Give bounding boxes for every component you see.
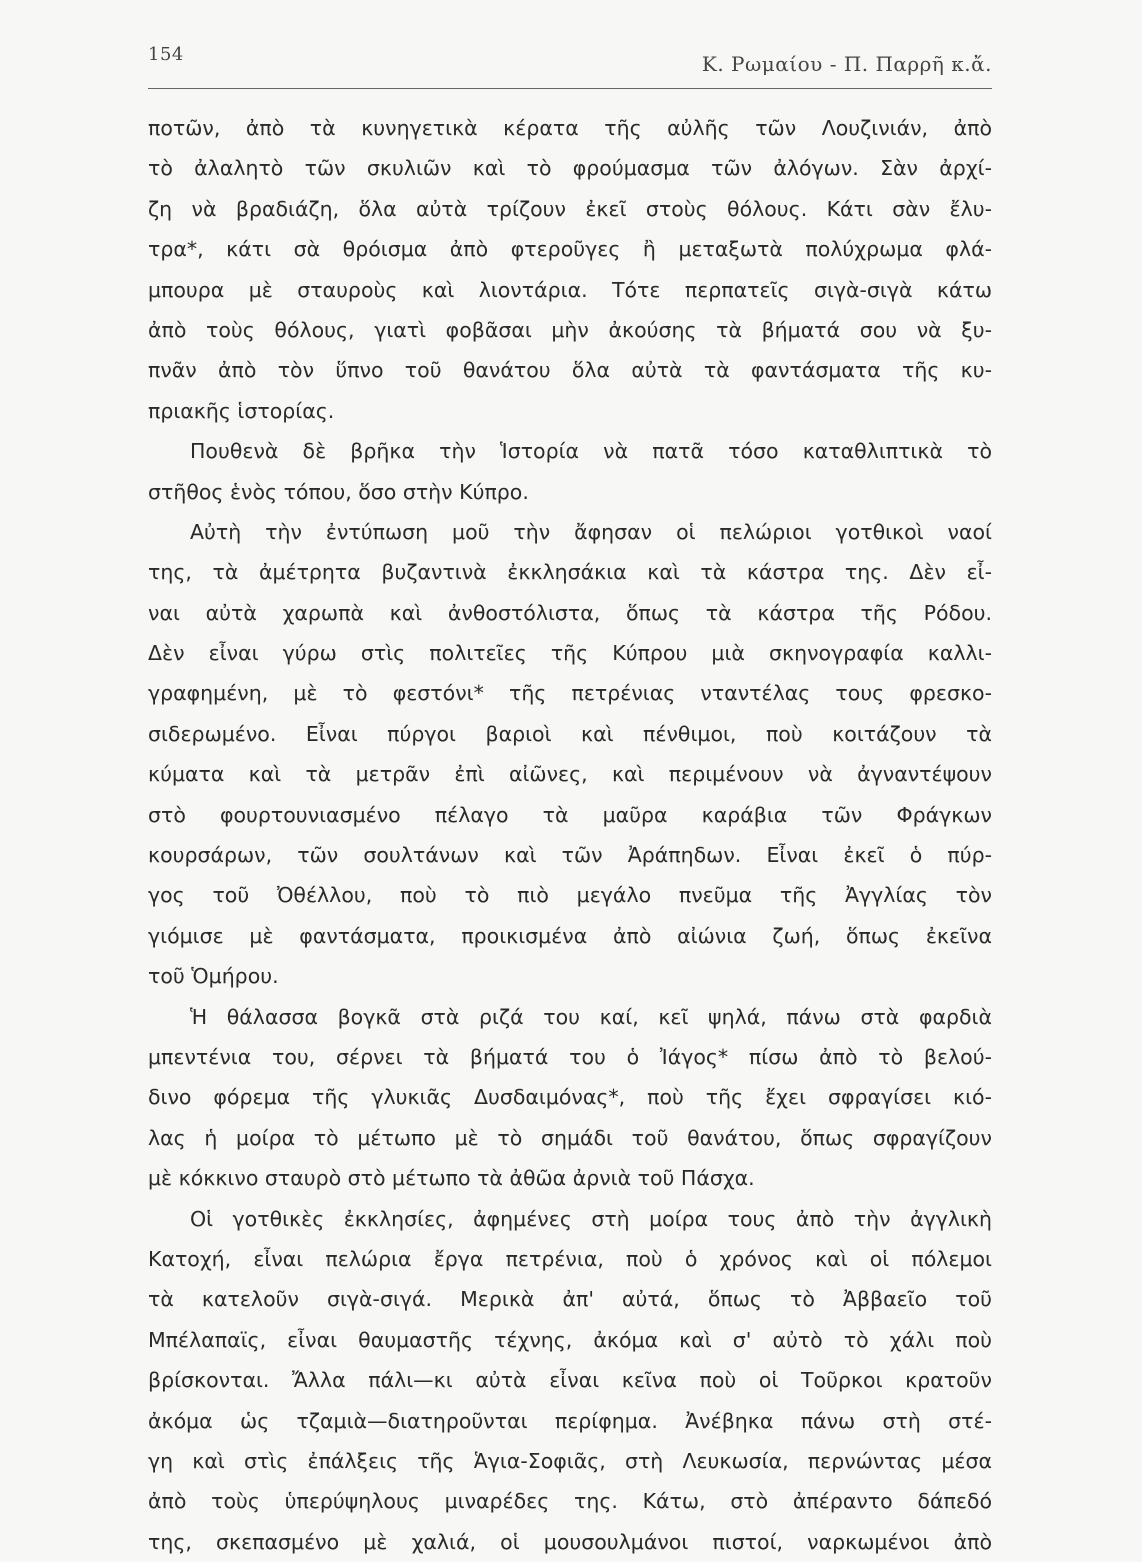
text-line: τοῦ Ὁμήρου. bbox=[148, 964, 279, 989]
text-line: ἀπὸ τοὺς ὑπερύψηλους μιναρέδες της. Κάτω, στὸ ἀπέραντο δάπεδό bbox=[148, 1489, 992, 1514]
text-line: κύματα καὶ τὰ μετρᾶν ἐπὶ αἰῶνες, καὶ περιμένουν νὰ ἀγναντέψουν bbox=[148, 762, 992, 787]
page-header bbox=[148, 44, 992, 90]
text-line: στὸ φουρτουνιασμένο πέλαγο τὰ μαῦρα καράβια τῶν Φράγκων bbox=[148, 802, 992, 827]
text-line: γος τοῦ Ὀθέλλου, ποὺ τὸ πιὸ μεγάλο πνεῦμα τῆς Ἀγγλίας τὸν bbox=[148, 883, 992, 908]
text-line: Μπέλαπαϊς, εἶναι θαυμαστῆς τέχνης, ἀκόμα καὶ σ' αὐτὸ τὸ χάλι ποὺ bbox=[148, 1327, 992, 1352]
text-line: τὰ κατελοῦν σιγὰ-σιγά. Μερικὰ ἀπ' αὐτά, ὅπως τὸ Ἀββαεῖο τοῦ bbox=[148, 1287, 992, 1312]
running-head: Κ. Ρωμαίου - Π. Παρρῆ κ.ἄ. bbox=[701, 52, 992, 76]
text-line: στῆθος ἑνὸς τόπου, ὅσο στὴν Κύπρο. bbox=[148, 479, 529, 504]
text-line: μπουρα μὲ σταυροὺς καὶ λιοντάρια. Τότε περπατεῖς σιγὰ-σιγὰ κάτω bbox=[148, 277, 992, 302]
text-line: πριακῆς ἱστορίας. bbox=[148, 398, 335, 423]
text-line: ἀκόμα ὡς τζαμιὰ—διατηροῦνται περίφημα. Ἀνέβηκα πάνω στὴ στέ- bbox=[148, 1408, 992, 1433]
text-line: γραφημένη, μὲ τὸ φεστόνι* τῆς πετρένιας νταντέλας τους φρεσκο- bbox=[148, 681, 992, 706]
body-text bbox=[148, 108, 992, 1562]
text-line: Αὐτὴ τὴν ἐντύπωση μοῦ τὴν ἄφησαν οἱ πελώριοι γοτθικοὶ ναοί bbox=[190, 519, 992, 544]
text-line: λας ἡ μοίρα τὸ μέτωπο μὲ τὸ σημάδι τοῦ θανάτου, ὅπως σφραγίζουν bbox=[148, 1125, 992, 1150]
text-line: σιδερωμένο. Εἶναι πύργοι βαριοὶ καὶ πένθιμοι, ποὺ κοιτάζουν τὰ bbox=[148, 721, 992, 746]
header-rule bbox=[148, 88, 992, 89]
text-line: Κατοχή, εἶναι πελώρια ἔργα πετρένια, ποὺ ὁ χρόνος καὶ οἱ πόλεμοι bbox=[148, 1246, 992, 1271]
text-line: της, τὰ ἀμέτρητα βυζαντινὰ ἐκκλησάκια καὶ τὰ κάστρα της. Δὲν εἶ- bbox=[148, 560, 992, 585]
text-line: κουρσάρων, τῶν σουλτάνων καὶ τῶν Ἀράπηδων. Εἶναι ἐκεῖ ὁ πύρ- bbox=[148, 843, 992, 868]
text-line: Ἡ θάλασσα βογκᾶ στὰ ριζά του καί, κεῖ ψηλά, πάνω στὰ φαρδιὰ bbox=[190, 1004, 992, 1029]
text-line: γιόμισε μὲ φαντάσματα, προικισμένα ἀπὸ αἰώνια ζωή, ὅπως ἐκεῖνα bbox=[148, 923, 992, 948]
text-line: Δὲν εἶναι γύρω στὶς πολιτεῖες τῆς Κύπρου μιὰ σκηνογραφία καλλι- bbox=[148, 641, 992, 666]
text-line: ναι αὐτὰ χαρωπὰ καὶ ἀνθοστόλιστα, ὅπως τὰ κάστρα τῆς Ρόδου. bbox=[148, 600, 992, 625]
text-line: Πουθενὰ δὲ βρῆκα τὴν Ἱστορία νὰ πατᾶ τόσο καταθλιπτικὰ τὸ bbox=[190, 439, 992, 464]
text-line: μὲ κόκκινο σταυρὸ στὸ μέτωπο τὰ ἀθῶα ἀρνιὰ τοῦ Πάσχα. bbox=[148, 1166, 755, 1191]
text-line: μπεντένια του, σέρνει τὰ βήματά του ὁ Ἰάγος* πίσω ἀπὸ τὸ βελού- bbox=[148, 1044, 992, 1069]
text-line: γη καὶ στὶς ἐπάλξεις τῆς Ἁγια-Σοφιᾶς, στὴ Λευκωσία, περνώντας μέσα bbox=[148, 1448, 992, 1473]
text-line: δινο φόρεμα τῆς γλυκιᾶς Δυσδαιμόνας*, ποὺ τῆς ἔχει σφραγίσει κιό- bbox=[148, 1085, 992, 1110]
text-line: ζη νὰ βραδιάζη, ὅλα αὐτὰ τρίζουν ἐκεῖ στοὺς θόλους. Κάτι σὰν ἔλυ- bbox=[148, 196, 992, 221]
text-line: πνᾶν ἀπὸ τὸν ὕπνο τοῦ θανάτου ὅλα αὐτὰ τὰ φαντάσματα τῆς κυ- bbox=[148, 358, 992, 383]
text-line: τρα*, κάτι σὰ θρόισμα ἀπὸ φτεροῦγες ἢ μεταξωτὰ πολύχρωμα φλά- bbox=[148, 237, 992, 262]
text-line: Οἱ γοτθικὲς ἐκκλησίες, ἀφημένες στὴ μοίρα τους ἀπὸ τὴν ἀγγλικὴ bbox=[190, 1206, 992, 1231]
page-number: 154 bbox=[148, 44, 184, 65]
text-line: βρίσκονται. Ἄλλα πάλι—κι αὐτὰ εἶναι κεῖνα ποὺ οἱ Τοῦρκοι κρατοῦν bbox=[148, 1368, 992, 1393]
text-line: της, σκεπασμένο μὲ χαλιά, οἱ μουσουλμάνοι πιστοί, ναρκωμένοι ἀπὸ bbox=[148, 1529, 992, 1554]
text-line: ἀπὸ τοὺς θόλους, γιατὶ φοβᾶσαι μὴν ἀκούσης τὰ βήματά σου νὰ ξυ- bbox=[148, 317, 992, 342]
text-line: τὸ ἀλαλητὸ τῶν σκυλιῶν καὶ τὸ φρούμασμα τῶν ἀλόγων. Σὰν ἀρχί- bbox=[148, 156, 992, 181]
text-line: ποτῶν, ἀπὸ τὰ κυνηγετικὰ κέρατα τῆς αὐλῆς τῶν Λουζινιάν, ἀπὸ bbox=[148, 116, 992, 140]
